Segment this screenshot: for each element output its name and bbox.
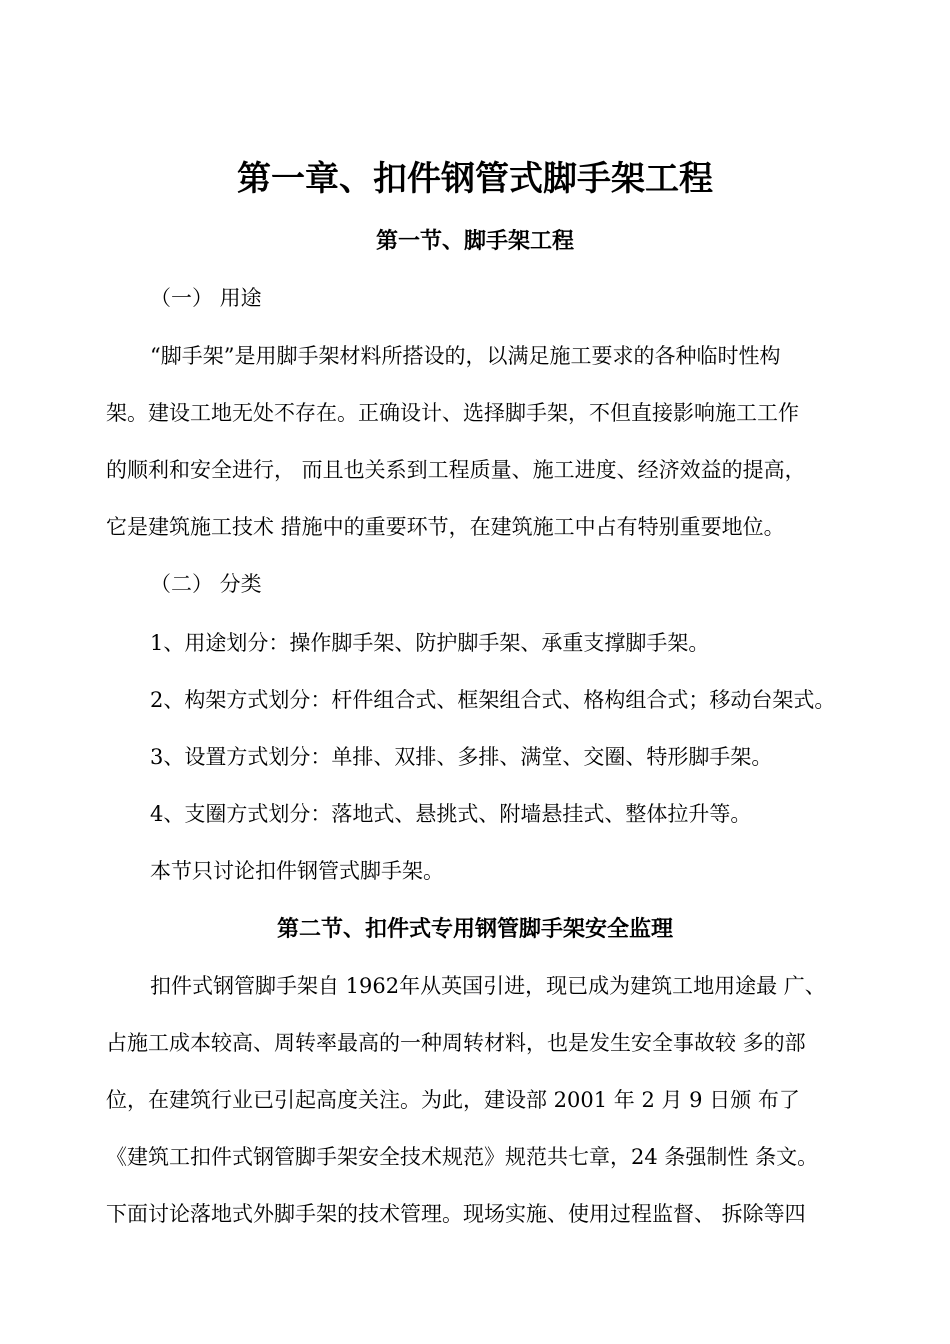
section-2-title: 第二节、扣件式专用钢管脚手架安全监理 — [276, 916, 673, 942]
paragraph-2-line-2: 占施工成本较高、周转率最高的一种周转材料，也是发生安全事故较 多的部 — [106, 1031, 806, 1055]
paragraph-2-line-4: 《建筑工扣件式钢管脚手架安全技术规范》规范共七章，24 条强制性 条文。 — [106, 1145, 819, 1169]
list-item: 1、用途划分：操作脚手架、防护脚手架、承重支撑脚手架。 — [150, 631, 710, 655]
list-item: 4、支圈方式划分：落地式、悬挑式、附墙悬挂式、整体拉升等。 — [150, 802, 752, 826]
paragraph-2-line-3: 位，在建筑行业已引起高度关注。为此，建设部 2001 年 2 月 9 日颁 布了 — [106, 1088, 800, 1112]
paragraph-2-line-1: 扣件式钢管脚手架自 1962年从英国引进，现已成为建筑工地用途最 广、 — [150, 974, 826, 998]
paragraph-1-line-3: 的顺利和安全进行， 而且也关系到工程质量、施工进度、经济效益的提高， — [106, 458, 806, 482]
paragraph-1-line-2: 架。建设工地无处不存在。正确设计、选择脚手架，不但直接影响施工工作 — [106, 401, 799, 425]
subsection-heading-usage: （一） 用途 — [150, 286, 262, 310]
chapter-title: 第一章、扣件钢管式脚手架工程 — [237, 159, 713, 199]
subsection-heading-classification: （二） 分类 — [150, 572, 262, 596]
paragraph-1-line-4: 它是建筑施工技术 措施中的重要环节，在建筑施工中占有特别重要地位。 — [106, 515, 785, 539]
list-item: 2、构架方式划分：杆件组合式、框架组合式、格构组合式；移动台架式。 — [150, 688, 836, 712]
section-1-title: 第一节、脚手架工程 — [375, 228, 574, 254]
paragraph-1-line-1: “脚手架”是用脚手架材料所搭设的，以满足施工要求的各种临时性构 — [150, 344, 781, 368]
section-1-note: 本节只讨论扣件钢管式脚手架。 — [150, 859, 444, 883]
paragraph-2-line-5: 下面讨论落地式外脚手架的技术管理。现场实施、使用过程监督、 拆除等四 — [106, 1202, 806, 1226]
list-item: 3、设置方式划分：单排、双排、多排、满堂、交圈、特形脚手架。 — [150, 745, 773, 769]
